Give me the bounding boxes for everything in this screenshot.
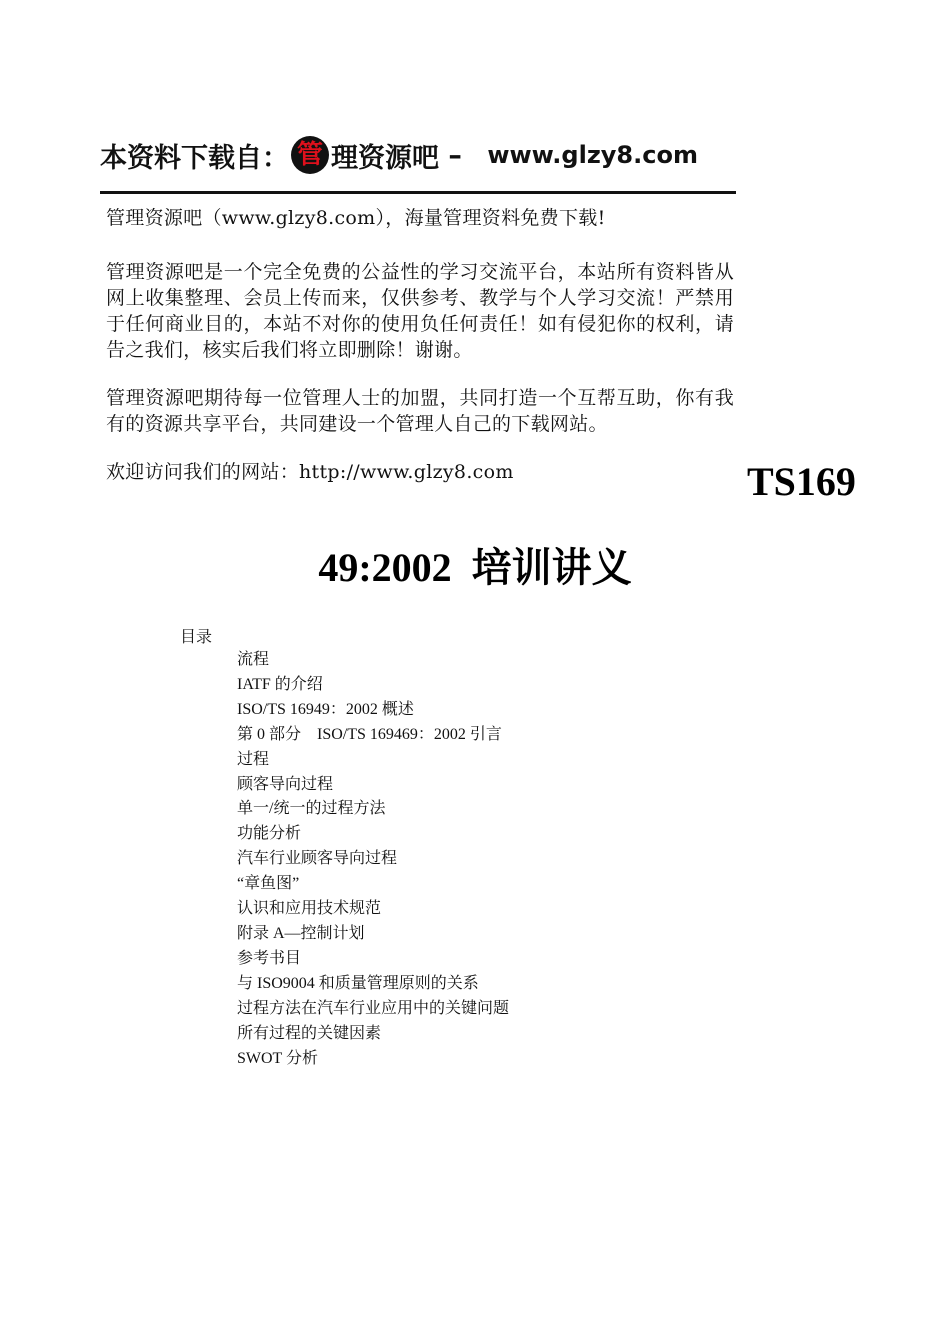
toc-item: ISO/TS 16949：2002 概述 (237, 700, 414, 718)
banner-paragraph-visit[interactable]: 欢迎访问我们的网站：http://www.glzy8.com (106, 461, 514, 483)
banner-paragraph-disclaimer: 管理资源吧是一个完全免费的公益性的学习交流平台，本站所有资料皆从网上收集整理、会员上传而来，仅供参考、教学与个人学习交流！严禁用于任何商业目的，本站不对你的使用负任何责任！如有侵犯你的权利，请告之我们，核实后我们将立即删除！谢谢。 (106, 261, 734, 361)
site-logo-icon (291, 136, 329, 174)
download-banner (100, 125, 736, 483)
banner-paragraph-invite: 管理资源吧期待每一位管理人士的加盟，共同打造一个互帮互助，你有我有的资源共享平台，共同建设一个管理人自己的下载网站。 (106, 387, 734, 435)
banner-site-name: 理资源吧 (331, 142, 439, 174)
toc-list (237, 648, 509, 1071)
logo-char: 管 (296, 140, 323, 170)
toc-item: 顾客导向过程 (237, 775, 334, 793)
toc-heading: 目录 (180, 627, 213, 646)
banner-paragraph-intro: 管理资源吧（www.glzy8.com），海量管理资料免费下载! (106, 207, 606, 229)
banner-body (106, 205, 734, 485)
toc-item: 功能分析 (237, 825, 302, 843)
toc-item: 第 0 部分 ISO/TS 169469：2002 引言 (237, 725, 502, 743)
toc-item: IATF 的介绍 (237, 675, 323, 693)
banner-site-url[interactable]: www.glzy8.com (487, 141, 698, 169)
toc-item: 流程 (237, 651, 270, 668)
toc-item: “章鱼图” (237, 875, 300, 893)
banner-dash: – (439, 139, 472, 171)
doc-title-part2: 49:2002 培训讲义 (318, 545, 632, 590)
toc-item: 认识和应用技术规范 (237, 900, 382, 918)
toc-item: 与 ISO9004 和质量管理原则的关系 (237, 974, 479, 992)
toc-item: 过程 (237, 750, 270, 768)
toc-item: 参考书目 (237, 949, 302, 967)
toc-item: SWOT 分析 (237, 1049, 319, 1067)
toc-item: 所有过程的关键因素 (237, 1024, 382, 1042)
doc-title-part1: TS169 (747, 459, 856, 504)
banner-divider (100, 191, 736, 194)
toc-item: 汽车行业顾客导向过程 (237, 850, 398, 868)
banner-header (100, 125, 736, 185)
toc-item: 过程方法在汽车行业应用中的关键问题 (237, 999, 510, 1017)
toc-item: 附录 A—控制计划 (237, 924, 365, 942)
toc-item: 单一/统一的过程方法 (237, 800, 386, 818)
banner-prefix: 本资料下载自： (100, 142, 289, 174)
